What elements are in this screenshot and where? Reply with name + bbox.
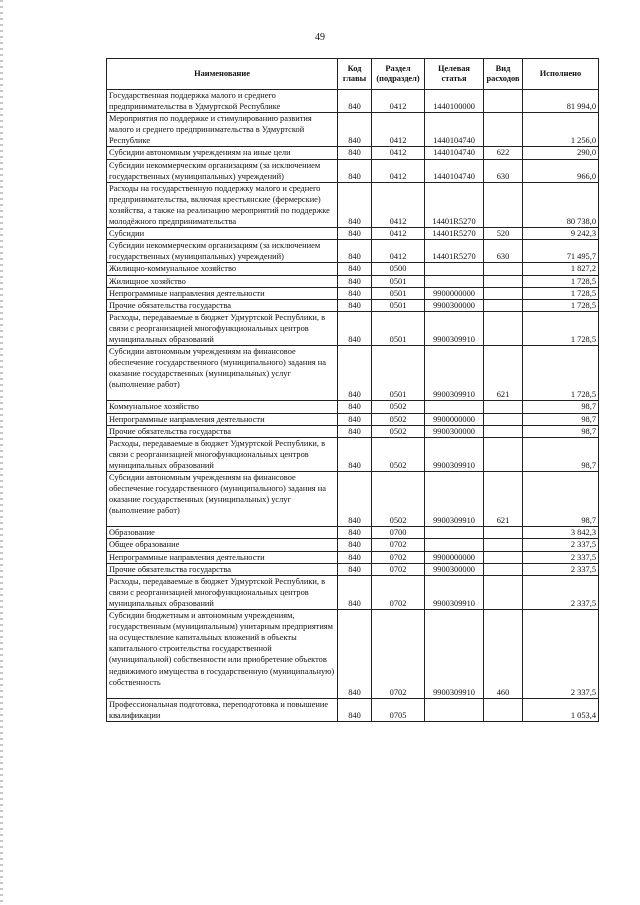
table-row	[107, 551, 599, 563]
row-section: 0412	[372, 228, 425, 240]
row-name: Непрограммные направления деятельности	[107, 413, 338, 425]
row-name: Прочие обязательства государства	[107, 299, 338, 311]
row-name: Непрограммные направления деятельности	[107, 551, 338, 563]
row-code: 840	[338, 527, 372, 539]
row-type: 460	[484, 610, 523, 699]
row-executed: 2 337,5	[523, 551, 599, 563]
table-row	[107, 287, 599, 299]
row-code: 840	[338, 228, 372, 240]
row-section: 0702	[372, 575, 425, 609]
row-type	[484, 698, 523, 721]
row-executed: 2 337,5	[523, 539, 599, 551]
row-type: 621	[484, 346, 523, 401]
row-executed: 1 728,5	[523, 299, 599, 311]
table-header-row	[107, 59, 599, 90]
row-code: 840	[338, 425, 372, 437]
row-target: 9900309910	[425, 472, 484, 527]
row-code: 840	[338, 147, 372, 159]
row-type	[484, 401, 523, 413]
table-row	[107, 527, 599, 539]
row-code: 840	[338, 287, 372, 299]
row-code: 840	[338, 240, 372, 263]
table-body	[107, 90, 599, 722]
header-code: Код главы	[338, 59, 372, 90]
row-type: 630	[484, 240, 523, 263]
row-target	[425, 539, 484, 551]
row-name: Субсидии бюджетным и автономным учреждениям, государственным (муниципальным) унитарным предприятиям на осуществление капитальных вложений в объекты капитального строительства государственной (муниципальной) собственности или приобретение объектов недвижимого имущества в государственную (муниципальную) собственность	[107, 610, 338, 699]
row-section: 0500	[372, 263, 425, 275]
row-type	[484, 575, 523, 609]
table-row	[107, 275, 599, 287]
row-type	[484, 311, 523, 345]
row-executed: 81 994,0	[523, 90, 599, 113]
row-type	[484, 539, 523, 551]
table-row	[107, 311, 599, 345]
row-code: 840	[338, 437, 372, 471]
row-section: 0702	[372, 539, 425, 551]
row-section: 0501	[372, 275, 425, 287]
row-target	[425, 275, 484, 287]
row-name: Расходы на государственную поддержку малого и среднего предпринимательства, включая крестьянские (фермерские) хозяйства, а также на реализацию мероприятий по поддержке молодёжного предпринимательства	[107, 182, 338, 227]
row-target: 14401R5270	[425, 240, 484, 263]
table-row	[107, 240, 599, 263]
row-name: Коммунальное хозяйство	[107, 401, 338, 413]
row-executed: 1 728,5	[523, 311, 599, 345]
row-target: 9900309910	[425, 311, 484, 345]
row-type	[484, 90, 523, 113]
row-target: 1440100000	[425, 90, 484, 113]
row-name: Расходы, передаваемые в бюджет Удмуртской Республики, в связи с реорганизацией многофункциональных центров муниципальных образований	[107, 311, 338, 345]
row-name: Субсидии	[107, 228, 338, 240]
row-type	[484, 527, 523, 539]
row-executed: 98,7	[523, 401, 599, 413]
table-row	[107, 90, 599, 113]
row-type	[484, 413, 523, 425]
header-type: Вид расходов	[484, 59, 523, 90]
table-row	[107, 182, 599, 227]
row-target	[425, 401, 484, 413]
row-section: 0501	[372, 346, 425, 401]
table-row	[107, 575, 599, 609]
table-row	[107, 159, 599, 182]
row-type	[484, 263, 523, 275]
header-target: Целевая статья	[425, 59, 484, 90]
table-row	[107, 263, 599, 275]
row-name: Непрограммные направления деятельности	[107, 287, 338, 299]
row-target: 9900300000	[425, 563, 484, 575]
row-executed: 98,7	[523, 437, 599, 471]
table-row	[107, 401, 599, 413]
row-target: 1440104740	[425, 113, 484, 147]
row-code: 840	[338, 413, 372, 425]
row-section: 0702	[372, 563, 425, 575]
row-section: 0700	[372, 527, 425, 539]
row-name: Мероприятия по поддержке и стимулированию развития малого и среднего предпринимательства в Удмуртской Республике	[107, 113, 338, 147]
row-type	[484, 275, 523, 287]
page-number: 49	[315, 32, 325, 43]
row-name: Прочие обязательства государства	[107, 563, 338, 575]
row-target: 9900309910	[425, 346, 484, 401]
row-code: 840	[338, 346, 372, 401]
row-target: 9900309910	[425, 610, 484, 699]
table-row	[107, 346, 599, 401]
row-target	[425, 527, 484, 539]
row-code: 840	[338, 539, 372, 551]
row-section: 0502	[372, 472, 425, 527]
row-executed: 1 053,4	[523, 698, 599, 721]
row-code: 840	[338, 610, 372, 699]
row-section: 0502	[372, 401, 425, 413]
row-code: 840	[338, 275, 372, 287]
row-executed: 1 728,5	[523, 275, 599, 287]
row-target	[425, 263, 484, 275]
budget-table	[106, 58, 599, 722]
row-executed: 2 337,5	[523, 575, 599, 609]
table-row	[107, 425, 599, 437]
row-section: 0412	[372, 90, 425, 113]
row-name: Общее образование	[107, 539, 338, 551]
row-section: 0702	[372, 551, 425, 563]
table-row	[107, 113, 599, 147]
row-name: Расходы, передаваемые в бюджет Удмуртской Республики, в связи с реорганизацией многофункциональных центров муниципальных образований	[107, 437, 338, 471]
row-section: 0412	[372, 159, 425, 182]
row-executed: 1 827,2	[523, 263, 599, 275]
row-type	[484, 113, 523, 147]
scan-edge	[0, 0, 3, 905]
row-name: Субсидии некоммерческим организациям (за исключением государственных (муниципальных) учреждений)	[107, 159, 338, 182]
row-executed: 3 842,3	[523, 527, 599, 539]
row-target: 14401R5270	[425, 228, 484, 240]
row-name: Прочие обязательства государства	[107, 425, 338, 437]
row-type: 630	[484, 159, 523, 182]
row-target: 9900000000	[425, 287, 484, 299]
row-target: 9900000000	[425, 413, 484, 425]
row-section: 0502	[372, 425, 425, 437]
row-target: 9900309910	[425, 437, 484, 471]
row-name: Субсидии некоммерческим организациям (за исключением государственных (муниципальных) учреждений)	[107, 240, 338, 263]
table-row	[107, 539, 599, 551]
row-executed: 98,7	[523, 413, 599, 425]
table-row	[107, 228, 599, 240]
row-section: 0502	[372, 437, 425, 471]
header-executed: Исполнено	[523, 59, 599, 90]
row-name: Субсидии автономным учреждениям на финансовое обеспечение государственного (муниципального) задания на оказание государственных (муниципальных) услуг (выполнение работ)	[107, 472, 338, 527]
row-type	[484, 563, 523, 575]
row-target	[425, 698, 484, 721]
row-target: 9900300000	[425, 299, 484, 311]
row-section: 0705	[372, 698, 425, 721]
row-code: 840	[338, 401, 372, 413]
row-type	[484, 299, 523, 311]
row-type	[484, 182, 523, 227]
row-executed: 80 738,0	[523, 182, 599, 227]
row-type: 622	[484, 147, 523, 159]
row-type	[484, 437, 523, 471]
row-executed: 2 337,5	[523, 610, 599, 699]
row-code: 840	[338, 299, 372, 311]
table-row	[107, 698, 599, 721]
row-target: 9900309910	[425, 575, 484, 609]
row-name: Расходы, передаваемые в бюджет Удмуртской Республики, в связи с реорганизацией многофункциональных центров муниципальных образований	[107, 575, 338, 609]
row-executed: 1 256,0	[523, 113, 599, 147]
row-executed: 966,0	[523, 159, 599, 182]
row-code: 840	[338, 90, 372, 113]
row-section: 0412	[372, 147, 425, 159]
row-target: 1440104740	[425, 147, 484, 159]
row-section: 0412	[372, 113, 425, 147]
row-executed: 1 728,5	[523, 346, 599, 401]
row-code: 840	[338, 563, 372, 575]
row-name: Жилищное хозяйство	[107, 275, 338, 287]
row-executed: 2 337,5	[523, 563, 599, 575]
row-target: 1440104740	[425, 159, 484, 182]
row-code: 840	[338, 575, 372, 609]
row-executed: 98,7	[523, 425, 599, 437]
row-executed: 290,0	[523, 147, 599, 159]
row-type: 520	[484, 228, 523, 240]
row-code: 840	[338, 311, 372, 345]
row-name: Субсидии автономным учреждениям на финансовое обеспечение государственного (муниципального) задания на оказание государственных (муниципальных) услуг (выполнение работ)	[107, 346, 338, 401]
table-row	[107, 147, 599, 159]
table-row	[107, 563, 599, 575]
table-row	[107, 299, 599, 311]
row-type	[484, 425, 523, 437]
row-code: 840	[338, 698, 372, 721]
row-executed: 1 728,5	[523, 287, 599, 299]
row-type: 621	[484, 472, 523, 527]
row-name: Жилищно-коммунальное хозяйство	[107, 263, 338, 275]
row-target: 14401R5270	[425, 182, 484, 227]
row-code: 840	[338, 159, 372, 182]
row-type	[484, 551, 523, 563]
row-executed: 9 242,3	[523, 228, 599, 240]
row-name: Профессиональная подготовка, переподготовка и повышение квалификации	[107, 698, 338, 721]
row-section: 0702	[372, 610, 425, 699]
row-target: 9900000000	[425, 551, 484, 563]
header-name: Наименование	[107, 59, 338, 90]
table-row	[107, 437, 599, 471]
row-target: 9900300000	[425, 425, 484, 437]
table-row	[107, 610, 599, 699]
row-code: 840	[338, 113, 372, 147]
row-name: Государственная поддержка малого и среднего предпринимательства в Удмуртской Республике	[107, 90, 338, 113]
row-name: Образование	[107, 527, 338, 539]
row-section: 0412	[372, 182, 425, 227]
table-row	[107, 413, 599, 425]
row-section: 0412	[372, 240, 425, 263]
header-section: Раздел (подраздел)	[372, 59, 425, 90]
row-type	[484, 287, 523, 299]
row-name: Субсидии автономным учреждениям на иные цели	[107, 147, 338, 159]
row-section: 0501	[372, 287, 425, 299]
row-section: 0501	[372, 299, 425, 311]
row-code: 840	[338, 263, 372, 275]
row-code: 840	[338, 182, 372, 227]
row-executed: 98,7	[523, 472, 599, 527]
row-code: 840	[338, 472, 372, 527]
row-section: 0501	[372, 311, 425, 345]
row-section: 0502	[372, 413, 425, 425]
row-executed: 71 495,7	[523, 240, 599, 263]
table-row	[107, 472, 599, 527]
row-code: 840	[338, 551, 372, 563]
